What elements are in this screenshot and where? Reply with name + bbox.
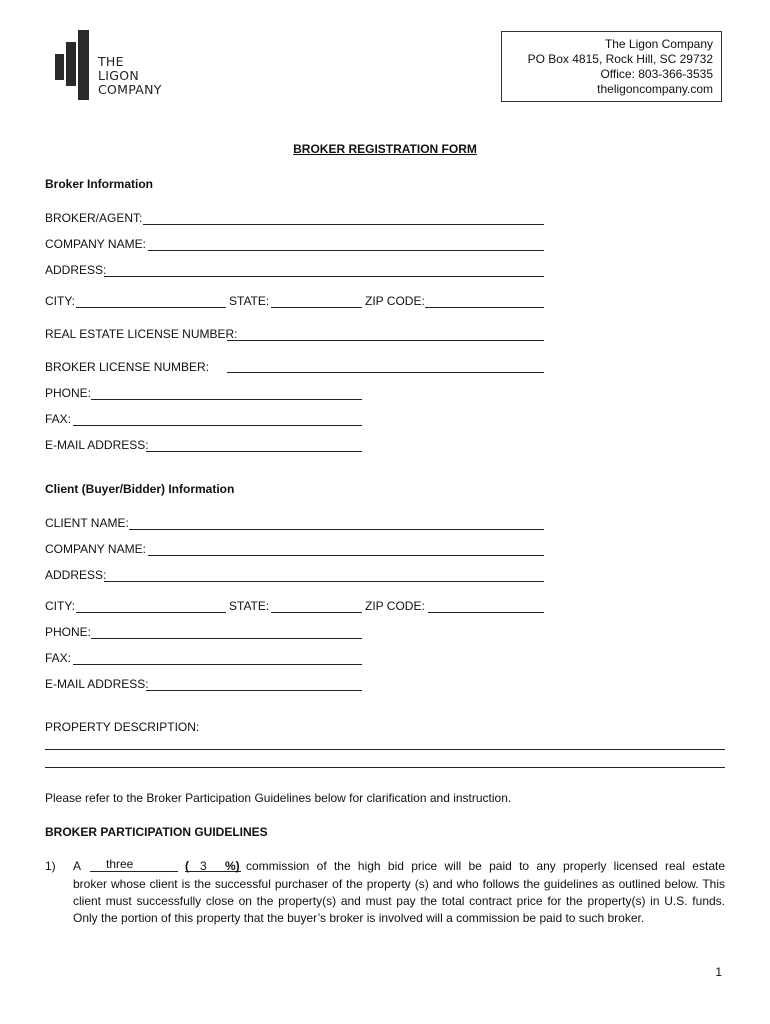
- address-po-box: PO Box 4815, Rock Hill, SC 29732: [527, 52, 713, 66]
- client-info-heading: Client (Buyer/Bidder) Information: [45, 482, 235, 496]
- client-address-field[interactable]: [104, 581, 544, 582]
- client-name-label: CLIENT NAME:: [45, 516, 129, 530]
- logo-line-the: THE: [98, 54, 124, 69]
- guidelines-heading: BROKER PARTICIPATION GUIDELINES: [45, 825, 268, 839]
- logo-line-company: COMPANY: [98, 82, 162, 97]
- client-fax-label: FAX:: [45, 651, 72, 665]
- broker-address-label: ADDRESS:: [45, 263, 107, 277]
- broker-state-field[interactable]: [271, 307, 362, 308]
- property-description-label: PROPERTY DESCRIPTION:: [45, 720, 200, 734]
- client-city-field[interactable]: [76, 612, 226, 613]
- client-state-label: STATE:: [229, 599, 270, 613]
- broker-city-field[interactable]: [76, 307, 226, 308]
- client-email-label: E-MAIL ADDRESS:: [45, 677, 149, 691]
- client-zip-label: ZIP CODE:: [365, 599, 425, 613]
- broker-zip-field[interactable]: [425, 307, 544, 308]
- client-company-name-label: COMPANY NAME:: [45, 542, 146, 556]
- property-description-line-1[interactable]: [45, 749, 725, 750]
- page-number: 1: [715, 965, 722, 979]
- client-fax-field[interactable]: [73, 664, 362, 665]
- broker-address-field[interactable]: [104, 276, 544, 277]
- re-license-label: REAL ESTATE LICENSE NUMBER:: [45, 327, 238, 341]
- broker-phone-label: PHONE:: [45, 386, 92, 400]
- broker-email-field[interactable]: [146, 451, 362, 452]
- client-address-label: ADDRESS:: [45, 568, 107, 582]
- broker-city-label: CITY:: [45, 294, 76, 308]
- commission-word-field[interactable]: [90, 871, 178, 872]
- broker-license-field[interactable]: [227, 372, 544, 373]
- commission-paren-open: (: [185, 859, 189, 873]
- logo-line-ligon: LIGON: [98, 68, 140, 83]
- guideline-1-number: 1): [45, 859, 56, 873]
- broker-info-heading: Broker Information: [45, 177, 154, 191]
- client-state-field[interactable]: [271, 612, 362, 613]
- broker-company-name-field[interactable]: [148, 250, 544, 251]
- guideline-1-prefix: A: [73, 859, 82, 873]
- client-company-name-field[interactable]: [148, 555, 544, 556]
- broker-company-name-label: COMPANY NAME:: [45, 237, 146, 251]
- guideline-1-line1: commission of the high bid price will be paid to any properly licensed real estate: [246, 859, 725, 873]
- client-phone-field[interactable]: [91, 638, 362, 639]
- company-address-box: [501, 31, 722, 102]
- broker-email-label: E-MAIL ADDRESS:: [45, 438, 149, 452]
- address-office-phone: Office: 803-366-3535: [600, 67, 713, 81]
- commission-word-value: three: [106, 857, 134, 871]
- broker-state-label: STATE:: [229, 294, 270, 308]
- commission-number-value: 3: [200, 859, 207, 873]
- address-website: theligoncompany.com: [597, 82, 713, 96]
- broker-license-label: BROKER LICENSE NUMBER:: [45, 360, 210, 374]
- broker-phone-field[interactable]: [91, 399, 362, 400]
- company-logo: [52, 30, 192, 100]
- client-zip-field[interactable]: [428, 612, 544, 613]
- logo-bars-icon: [52, 30, 98, 100]
- broker-fax-label: FAX:: [45, 412, 72, 426]
- broker-agent-label: BROKER/AGENT:: [45, 211, 143, 225]
- broker-agent-field[interactable]: [143, 224, 544, 225]
- property-description-line-2[interactable]: [45, 767, 725, 768]
- broker-fax-field[interactable]: [73, 425, 362, 426]
- client-phone-label: PHONE:: [45, 625, 92, 639]
- logo-wordmark: [98, 55, 162, 97]
- re-license-field[interactable]: [227, 340, 544, 341]
- refer-instruction-text: Please refer to the Broker Participation Guidelines below for clarification and instruction.: [45, 791, 512, 805]
- broker-zip-label: ZIP CODE:: [365, 294, 425, 308]
- guideline-1-body: broker whose client is the successful purchaser of the property (s) and who follows the guidelines as outlined below. This client must successfully close on the property(s) and must pay the total contract price for the property(s) in U.S. funds. Only the portion of this property that the buyer’s broker is involved will a commission be paid to such broker.: [73, 877, 725, 925]
- client-name-field[interactable]: [129, 529, 544, 530]
- address-company-name: The Ligon Company: [604, 37, 713, 51]
- client-email-field[interactable]: [146, 690, 362, 691]
- form-title: BROKER REGISTRATION FORM: [293, 142, 477, 156]
- commission-paren-close: %): [225, 859, 240, 873]
- client-city-label: CITY:: [45, 599, 76, 613]
